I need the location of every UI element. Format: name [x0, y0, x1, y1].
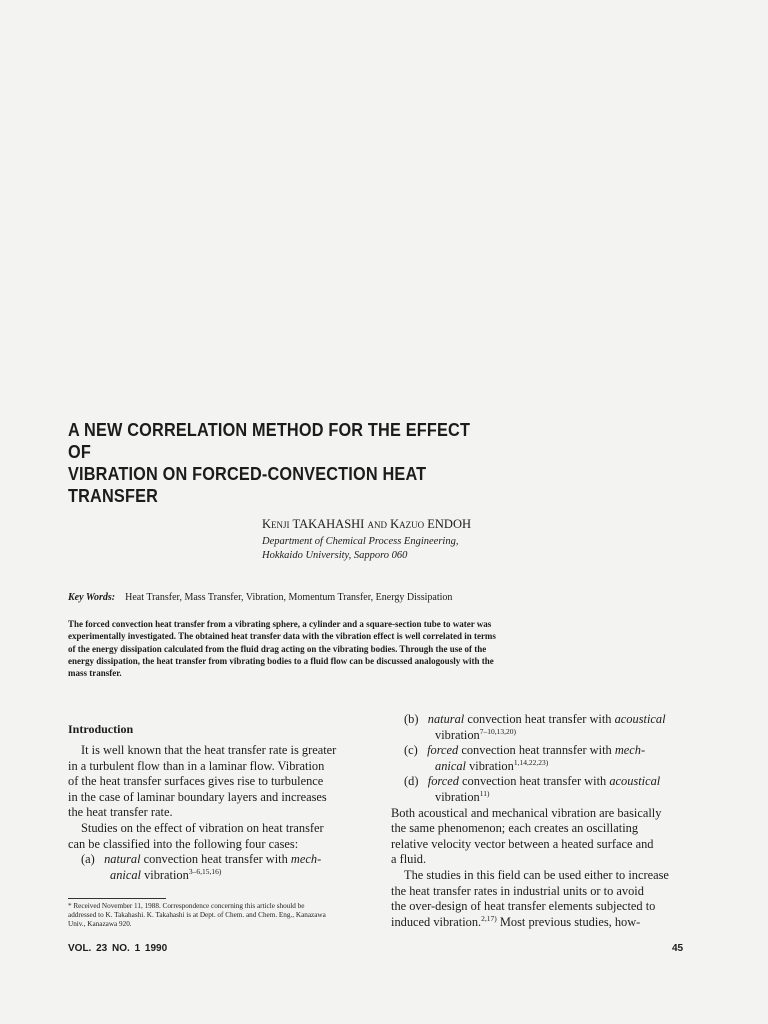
- case-a-italic: natural: [104, 852, 141, 867]
- case-c2-italic: anical: [435, 758, 466, 773]
- case-a-line-2: [68, 868, 364, 884]
- body-line: It is well known that the heat transfer rate is greater: [81, 743, 337, 757]
- keywords-text: Heat Transfer, Mass Transfer, Vibration, Momentum Transfer, Energy Dissipation: [125, 592, 453, 603]
- journal-issue: VOL. 23 NO. 1 1990: [68, 943, 168, 954]
- left-column: [68, 743, 364, 883]
- case-d-italic: forced: [427, 774, 459, 789]
- body-line: the same phenomenon; each creates an oscillating: [391, 821, 639, 836]
- case-a2-text: vibration: [140, 867, 189, 882]
- abstract-line: mass transfer.: [68, 668, 122, 679]
- body-text: induced vibration.: [391, 914, 482, 929]
- body-line: Studies on the effect of vibration on heat transfer: [81, 820, 324, 835]
- case-d-italic-2: acoustical: [609, 774, 661, 789]
- author-2-initial: K: [390, 517, 400, 531]
- author-1-given: enji: [271, 517, 290, 531]
- body-line: The studies in this field can be used either to increase: [404, 867, 669, 882]
- title-line: A NEW CORRELATION METHOD FOR THE EFFECT OF: [68, 419, 471, 462]
- case-b-line-2: [391, 728, 687, 744]
- body-text: Most previous studies, how-: [496, 914, 641, 929]
- citation: 11): [479, 788, 490, 798]
- body-line: of the heat transfer surfaces gives rise to turbulence: [68, 774, 324, 789]
- affiliation-line: Department of Chemical Process Engineering,: [262, 536, 459, 547]
- body-line: the heat transfer rates in industrial units or to avoid: [391, 883, 644, 898]
- case-b-italic-2: acoustical: [614, 712, 666, 726]
- author-1-surname: TAKAHASHI: [292, 517, 365, 531]
- authors: [262, 517, 471, 532]
- case-b-italic: natural: [427, 712, 465, 726]
- citation: 3–6,15,16): [188, 866, 222, 876]
- case-a-italic-2: mech-: [290, 852, 322, 867]
- footnote-line: addressed to K. Takahashi. K. Takahashi is at Dept. of Chem. and Chem. Eng., Kanazawa: [68, 911, 326, 919]
- body-line: the over-design of heat transfer elements subjected to: [391, 899, 656, 914]
- page-number: 45: [672, 943, 684, 954]
- case-d-line-2: [391, 790, 687, 806]
- case-c-italic: forced: [427, 743, 459, 758]
- author-1: [262, 517, 364, 531]
- author-2-surname: ENDOH: [427, 517, 472, 531]
- body-line: can be classified into the following four cases:: [68, 836, 299, 851]
- footnote-rule: [68, 898, 166, 899]
- case-c-label: (c): [404, 743, 418, 758]
- right-column: [391, 712, 687, 930]
- case-d-line: [391, 774, 687, 790]
- case-c-text: convection heat trannsfer with: [458, 743, 615, 758]
- case-d-label: (d): [404, 774, 419, 789]
- case-c-italic-2: mech-: [614, 743, 646, 758]
- keywords: [68, 592, 452, 603]
- paper-title: [68, 419, 482, 507]
- citation: 2,17): [481, 913, 497, 923]
- case-c-line-2: [391, 759, 687, 775]
- case-a2-italic: anical: [110, 867, 141, 882]
- case-d-text: convection heat transfer with: [458, 774, 610, 789]
- body-line: relative velocity vector between a heated surface and: [391, 836, 654, 851]
- author-separator: and: [367, 517, 387, 531]
- case-a-label: (a): [81, 852, 95, 867]
- footnote-line: * Received November 11, 1988. Correspondence concerning this article should be: [68, 902, 305, 910]
- author-2: [390, 517, 471, 531]
- body-line: a fluid.: [391, 852, 427, 867]
- affiliation: [262, 535, 458, 563]
- case-a-text: convection heat transfer with: [140, 852, 291, 867]
- body-line: in a turbulent flow than in a laminar flow. Vibration: [68, 758, 325, 773]
- keywords-label: Key Words:: [68, 592, 116, 603]
- body-line: Both acoustical and mechanical vibration are basically: [391, 805, 662, 820]
- abstract-line: of the energy dissipation calculated from the fluid drag acting on the vibrating bodies. Through the use of the: [68, 643, 487, 654]
- citation: 1,14,22,23): [513, 757, 549, 767]
- body-line: [391, 915, 687, 931]
- title-line: VIBRATION ON FORCED-CONVECTION HEAT: [68, 463, 427, 484]
- affiliation-line: Hokkaido University, Sapporo 060: [262, 550, 408, 561]
- case-a-line: [68, 852, 364, 868]
- case-c-line: [391, 743, 687, 759]
- body-line: the heat transfer rate.: [68, 805, 173, 820]
- case-c2-text: vibration: [465, 758, 514, 773]
- abstract: [68, 618, 558, 679]
- abstract-line: energy dissipation, the heat transfer from vibrating bodies to a fluid flow can be discussed analogously with the: [68, 655, 494, 666]
- author-2-given: azuo: [399, 517, 425, 531]
- footnote-line: Univ., Kanazawa 920.: [68, 920, 132, 928]
- abstract-line: experimentally investigated. The obtained heat transfer data with the vibration effect is well correlated in terms: [68, 631, 496, 642]
- case-d2-text: vibration: [435, 789, 480, 804]
- case-b-label: (b): [404, 712, 419, 726]
- case-b-text: convection heat transfer with: [464, 712, 615, 726]
- author-1-initial: K: [262, 517, 272, 531]
- case-b2-text: vibration: [435, 727, 480, 742]
- body-line: in the case of laminar boundary layers and increases: [68, 789, 327, 804]
- abstract-line: The forced convection heat transfer from a vibrating sphere, a cylinder and a square-section tube to water was: [68, 619, 492, 629]
- case-b-line: [391, 712, 687, 728]
- citation: 7–10,13,20): [479, 726, 516, 736]
- footnote: [68, 902, 368, 929]
- title-line: TRANSFER: [68, 485, 159, 506]
- section-heading-introduction: Introduction: [68, 722, 134, 736]
